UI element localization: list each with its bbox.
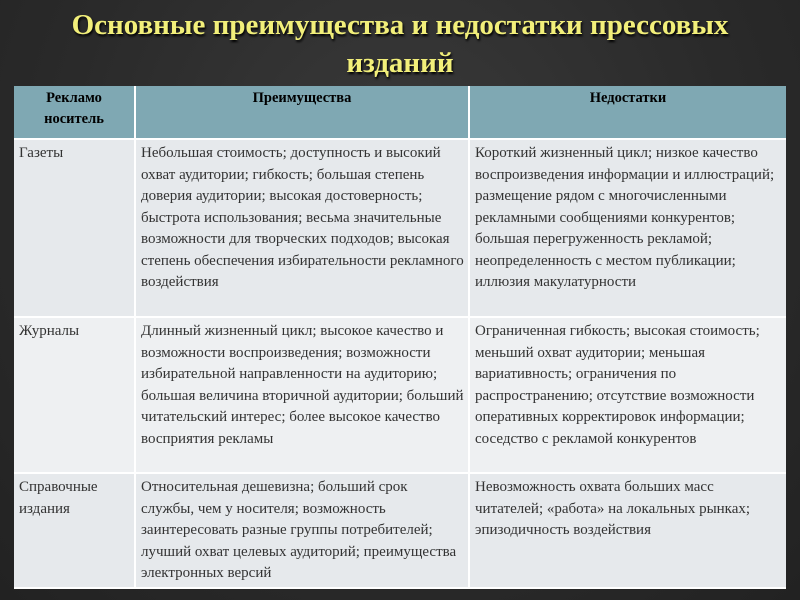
page-title-line-2: изданий bbox=[346, 47, 454, 79]
header-advantages: Преимущества bbox=[135, 86, 469, 139]
comparison-table bbox=[14, 86, 786, 589]
cell-advantages-text: Относительная дешевизна; больший срок службы, чем у носителя; возможность заинтересовать разные группы потребителей; лучший охват целевых аудиторий; преимущества электронных версий bbox=[141, 479, 457, 581]
cell-medium-text: Справочные издания bbox=[19, 479, 98, 517]
table-header-row bbox=[14, 86, 786, 139]
cell-disadvantages: Короткий жизненный цикл; низкое качество воспроизведения информации и иллюстраций; размещение рядом с многочисленными рекламными сообщениями конкурентов; большая перегруженность рекламой; неопределенность с местом публикации; иллюзия макулатурности bbox=[469, 139, 786, 317]
cell-medium bbox=[14, 473, 135, 588]
table-row bbox=[14, 139, 786, 317]
cell-advantages bbox=[135, 473, 469, 588]
page-title bbox=[0, 6, 800, 82]
cell-advantages: Небольшая стоимость; доступность и высокий охват аудитории; гибкость; большая степень доверия аудитории; высокая достоверность; быстрота использования; весьма значительные возможности для творческих подходов; высокая степень обеспечения избирательности рекламного воздействия bbox=[135, 139, 469, 317]
cell-advantages: Длинный жизненный цикл; высокое качество и возможности воспроизведения; возможности избирательной направленности на аудиторию; большая величина вторичной аудитории; больший читательский интерес; более высокое качество восприятия рекламы bbox=[135, 317, 469, 473]
header-disadvantages: Недостатки bbox=[469, 86, 786, 139]
table-row bbox=[14, 317, 786, 473]
page-title-line-1: Основные преимущества и недостатки прессовых bbox=[71, 9, 729, 41]
cell-disadvantages bbox=[469, 473, 786, 588]
table-row bbox=[14, 473, 786, 588]
cell-medium: Журналы bbox=[14, 317, 135, 473]
cell-disadvantages: Ограниченная гибкость; высокая стоимость; меньший охват аудитории; меньшая вариативность; ограничения по распространению; отсутствие возможности оперативных корректировок информации; соседство с рекламой конкурентов bbox=[469, 317, 786, 473]
header-medium: Рекламо носитель bbox=[14, 86, 135, 139]
cell-medium: Газеты bbox=[14, 139, 135, 317]
cell-disadvantages-text: Невозможность охвата больших масс читателей; «работа» на локальных рынках; эпизодичность воздействия bbox=[475, 479, 751, 538]
